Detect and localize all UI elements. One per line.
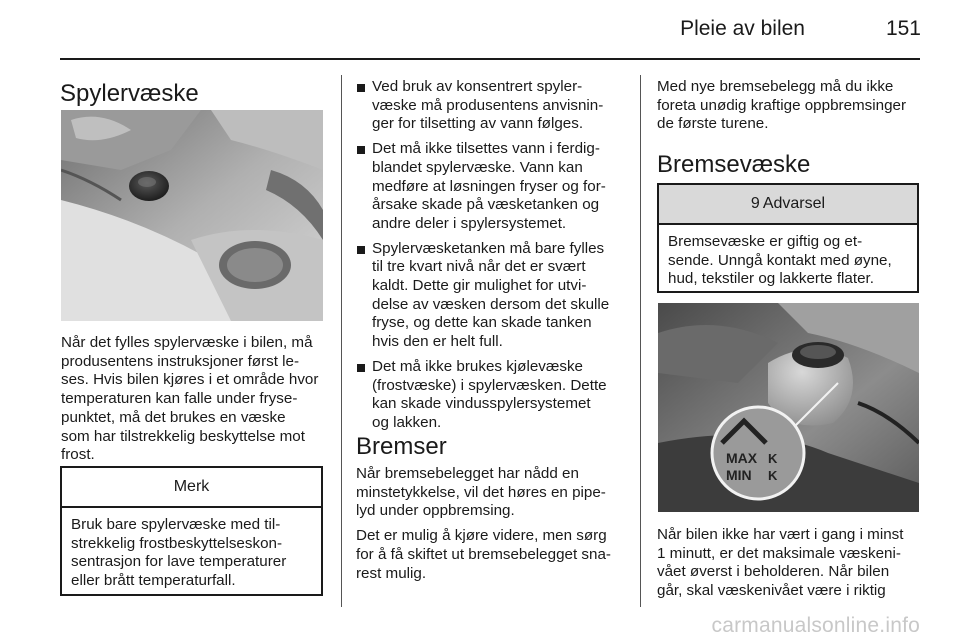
text-line: Med nye bremsebelegg må du ikke (657, 78, 894, 95)
text-line: Når det fylles spylervæske i bilen, må (61, 334, 313, 351)
column-separator-1 (341, 75, 342, 607)
text-line: frost. (61, 446, 95, 464)
text-line: væske må produsentens anvisnin- (372, 96, 604, 114)
bullet-icon (357, 84, 365, 92)
list-item (356, 358, 632, 433)
warning-box (657, 183, 919, 293)
text-line: kan skade vindusspylersystemet (372, 395, 591, 413)
text-line: Det er mulig å kjøre videre, men sørg (356, 527, 607, 545)
text-line: (frostvæske) i spylervæsken. Dette (372, 376, 607, 394)
svg-text:K: K (768, 451, 778, 466)
text-line: Spylervæsketanken må bare fylles (372, 239, 605, 257)
text-line: til tre kvart nivå når det er svært (372, 258, 586, 276)
text-line: lyd under oppbremsing. (356, 502, 515, 520)
bullet-icon (357, 364, 365, 372)
svg-text:K: K (768, 468, 778, 483)
brake-fluid-paragraph (657, 526, 927, 601)
text-line: blandet spylervæske. Vann kan (372, 158, 583, 176)
text-line: for å få skiftet ut bremsebelegget sna- (356, 545, 611, 563)
text-line: foreta unødig kraftige oppbremsinger (657, 96, 907, 114)
washer-fluid-reservoir-photo (61, 110, 323, 321)
page-number: 151 (885, 17, 921, 40)
header-rule (60, 58, 920, 60)
max-label: MAX (726, 450, 758, 466)
text-line: Ved bruk av konsentrert spyler- (372, 78, 583, 95)
text-line: vået øverst i beholderen. Når bilen (657, 563, 890, 581)
list-item (356, 140, 632, 234)
text-line: Bruk bare spylervæske med til- (71, 516, 281, 533)
text-line: minstetykkelse, vil det høres en pipe- (356, 483, 606, 501)
list-item (356, 78, 632, 134)
text-line: fryse, og dette kan skade tanken (372, 314, 592, 332)
text-line: strekkelig frostbeskyttelseskon- (71, 534, 283, 552)
text-line: medføre at løsningen fryser og for- (372, 177, 606, 195)
text-line: ger for tilsetting av vann følges. (372, 115, 584, 133)
text-line: 1 minutt, er det maksimale væskeni- (657, 544, 901, 562)
brake-pads-intro (657, 78, 927, 134)
text-line: eller brått temperaturfall. (71, 572, 236, 590)
text-line: som har tilstrekkelig beskyttelse mot (61, 427, 305, 445)
section-heading-bremsevaeske: Bremsevæske (657, 151, 811, 178)
washer-fluid-photo (61, 110, 323, 321)
text-line: sentrasjon for lave temperaturer (71, 553, 287, 571)
text-line: sende. Unngå kontakt med øyne, (668, 251, 892, 269)
warning-box-body (659, 225, 917, 297)
warning-triangle-icon: 9 (750, 195, 760, 212)
note-box (60, 466, 323, 596)
text-line: årsake skade på væsketanken og (372, 196, 600, 214)
text-line: Bremsevæske er giftig og et- (668, 233, 863, 250)
text-line: kaldt. Dette gir mulighet for utvi- (372, 277, 587, 295)
bullet-icon (357, 146, 365, 154)
min-label: MIN (726, 467, 752, 483)
warning-title: Advarsel (762, 195, 826, 212)
text-line: temperaturen kan falle under fryse- (61, 390, 298, 408)
text-line: rest mulig. (356, 564, 427, 582)
text-line: hvis den er helt full. (372, 333, 503, 351)
section-heading-bremser: Bremser (356, 433, 447, 460)
text-line: andre deler i spylersystemet. (372, 214, 567, 232)
text-line: Når bremsebelegget har nådd en (356, 465, 579, 482)
text-line: Når bilen ikke har vært i gang i minst (657, 526, 904, 543)
watermark: carmanualsonline.info (711, 614, 920, 637)
text-line: delse av væsken dersom det skulle (372, 295, 610, 313)
text-line: Det må ikke tilsettes vann i ferdig- (372, 140, 600, 158)
text-line: ses. Hvis bilen kjøres i et område hvor (61, 371, 319, 389)
text-line: går, skal væskenivået være i riktig (657, 582, 886, 600)
text-line: hud, tekstiler og lakkerte flater. (668, 270, 874, 288)
brake-fluid-reservoir-photo (658, 303, 919, 512)
note-box-body (62, 508, 321, 599)
brakes-paragraphs (356, 465, 636, 583)
text-line: og lakken. (372, 413, 442, 431)
text-line: punktet, må det brukes en væske (61, 408, 286, 426)
text-line: de første turene. (657, 115, 769, 133)
text-line: Det må ikke brukes kjølevæske (372, 357, 584, 375)
section-heading-spylervaeske: Spylervæske (60, 80, 199, 107)
washer-fluid-bullet-list (356, 78, 632, 439)
text-line: produsentens instruksjoner først le- (61, 352, 300, 370)
washer-fluid-paragraph (61, 334, 333, 465)
bullet-icon (357, 246, 365, 254)
brake-fluid-photo (658, 303, 919, 512)
column-separator-2 (640, 75, 641, 607)
list-item (356, 240, 632, 352)
warning-box-title (659, 185, 917, 225)
running-header-title: Pleie av bilen (680, 17, 805, 40)
note-box-title: Merk (62, 468, 321, 508)
